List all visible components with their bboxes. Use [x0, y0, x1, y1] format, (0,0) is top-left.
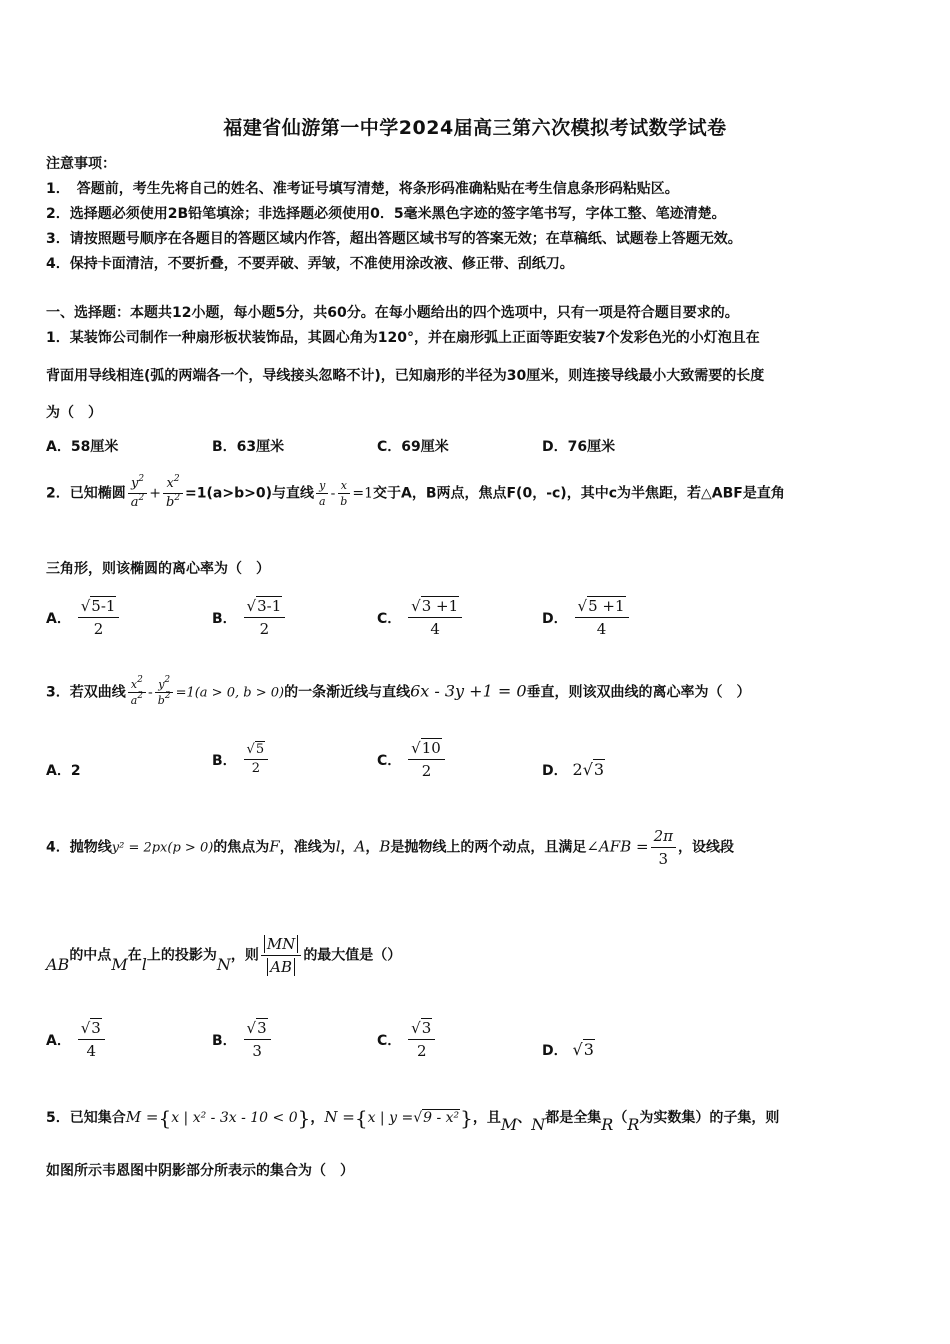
q4-text-8: 在 [127, 947, 142, 964]
q2-prefix: 2．已知椭圆 [46, 485, 126, 502]
q5-comma: ， [310, 1110, 325, 1126]
notice-item-2: 2．选择题必须使用2B铅笔填涂；非选择题必须使用0．5毫米黑色字迹的签字笔书写，字体工整、笔迹清楚。 [46, 206, 726, 222]
q4-line-1 [46, 826, 734, 869]
q2-option-d-num: 5 +1 [588, 597, 625, 615]
q2-option-a-num: 5-1 [91, 597, 116, 615]
q3-option-d-rad: 3 [593, 760, 605, 779]
q1-line-3: 为（ ） [46, 405, 102, 421]
q4-ratio-num: MN [264, 935, 298, 953]
q4-segment-ab: AB [46, 954, 70, 974]
q4-option-c[interactable] [377, 1018, 437, 1061]
q4-option-b-den: 3 [252, 1042, 262, 1060]
q2-option-c-frac: $\frac{√3 +1}{4}$ [408, 596, 462, 639]
q4-directrix-2: l [141, 954, 147, 974]
q4-option-a-den: 4 [86, 1042, 97, 1060]
q5-r: R [601, 1115, 614, 1134]
q4-parabola: y² = 2px(p > 0) [111, 840, 214, 856]
q5-m: M [500, 1115, 518, 1134]
q3-option-a-value: 2 [70, 763, 81, 779]
q5-n: N [531, 1115, 546, 1134]
line-term-y: $\frac{y}{a}$ [316, 479, 329, 508]
q4-angle: ∠AFB = [586, 837, 649, 856]
q5-text-5: 为实数集）的子集，则 [639, 1110, 780, 1126]
notice-heading: 注意事项： [46, 156, 116, 172]
q4-option-a-label: A． [46, 1032, 71, 1049]
q1-option-c[interactable]: C．69厘米 [377, 439, 449, 455]
q2-option-b-frac: $\frac{√3-1}{2}$ [244, 596, 286, 639]
q2-option-c[interactable] [377, 596, 464, 639]
q2-line-1: 2．已知椭圆 $\frac{y^2}{a^2}$ + $\frac{x^2}{b^2}$ =1(a>b>0)与直线 $\frac{y}{a}$ - $\frac{x}{b}$ =1交于A，B两点，焦点F(0，-c)，其中c为半焦距，若△ABF是直角 [46, 474, 785, 510]
q5-text-3: 都是全集 [545, 1110, 602, 1126]
q5-set-n-y: y = [389, 1110, 414, 1126]
q3-option-d-coef: 2 [572, 760, 583, 779]
q4-option-a[interactable] [46, 1018, 107, 1061]
q4-text-11: 的最大值是（） [303, 947, 402, 964]
q2-ellipse-condition: =1(a>b>0)与直线 [185, 485, 314, 502]
q2-option-b-den: 2 [259, 620, 270, 638]
q3-option-d[interactable]: D． 2√3 [542, 760, 605, 779]
q2-option-d-den: 4 [596, 620, 607, 638]
q4-option-b-frac: $\frac{√3}{3}$ [244, 1018, 271, 1061]
q3-option-c[interactable] [377, 738, 447, 781]
q4-option-b-label: B． [212, 1032, 237, 1049]
q2-option-d-frac: $\frac{√5 +1}{4}$ [575, 596, 629, 639]
hyperbola-term-y: $\frac{y^2}{b^2}$ [155, 678, 174, 707]
q1-option-d[interactable]: D．76厘米 [542, 439, 616, 455]
q2-option-a[interactable] [46, 596, 121, 639]
q4-text-9: 上的投影为 [146, 947, 217, 964]
q4-ratio-frac [261, 934, 301, 977]
hyperbola-term-x: $\frac{x^2}{a^2}$ [128, 678, 146, 707]
q4-option-c-num: 3 [421, 1019, 432, 1037]
q2-option-a-den: 2 [93, 620, 104, 638]
q4-focus: F [269, 837, 280, 856]
q4-point-b: B [379, 837, 391, 856]
q4-option-a-frac: $\frac{√3}{4}$ [78, 1018, 105, 1061]
section-heading: 一、选择题：本题共12小题，每小题5分，共60分。在每小题给出的四个选项中，只有一项是符合题目要求的。 [46, 305, 739, 321]
q2-option-b-label: B． [212, 610, 237, 627]
q4-option-d-rad: 3 [583, 1040, 594, 1059]
q4-text-7: 的中点 [69, 947, 112, 964]
q4-option-b-num: 3 [257, 1019, 267, 1037]
q1-option-a[interactable]: A．58厘米 [46, 439, 119, 455]
q3-option-b-num: 5 [255, 742, 265, 757]
q5-line-2: 如图所示韦恩图中阴影部分所表示的集合为（ ） [46, 1163, 354, 1179]
q1-line-1: 1．某装饰公司制作一种扇形板状装饰品，其圆心角为120°，并在扇形弧上正面等距安装7个发彩色光的小灯泡且在 [46, 330, 760, 346]
q3-condition: =1(a > 0, b > 0) [175, 685, 285, 701]
q4-option-d-label: D． [542, 1043, 568, 1059]
page-title: 福建省仙游第一中学2024届高三第六次模拟考试数学试卷 [223, 117, 727, 139]
q5-set-n-radicand: 9 - x² [423, 1110, 460, 1126]
ellipse-term-y: $\frac{y^2}{a^2}$ [128, 476, 148, 511]
q4-angle-frac [651, 826, 676, 869]
q3-line-1: 3．若双曲线 $\frac{x^2}{a^2}$ - $\frac{y^2}{b^2}$ =1(a > 0, b > 0)的一条渐近线与直线6x - 3y +1 = 0垂直，则该双曲线的离心率为（ ） [46, 675, 751, 707]
q4-angle-den: 3 [658, 850, 669, 868]
q2-line-text: 交于A，B两点，焦点F(0，-c)，其中c为半焦距，若△ABF是直角 [372, 485, 785, 502]
q4-option-d[interactable]: D． √3 [542, 1040, 594, 1059]
q4-option-c-den: 2 [416, 1042, 427, 1060]
q5-set-m-name: M = [125, 1108, 159, 1126]
q4-option-c-label: C． [377, 1032, 402, 1049]
q2-option-c-den: 4 [430, 620, 440, 638]
q5-text-4: （ [613, 1110, 628, 1126]
q2-option-b-num: 3-1 [257, 597, 282, 615]
q3-option-b-label: B． [212, 752, 237, 769]
q2-option-a-label: A． [46, 610, 71, 627]
q2-option-d-label: D． [542, 610, 568, 627]
q4-line-2 [46, 934, 401, 977]
q4-ratio-den: AB [267, 958, 295, 976]
q4-text-5: 是抛物线上的两个动点，且满足 [390, 839, 587, 856]
q3-option-c-den: 2 [421, 762, 432, 780]
q2-option-c-num: 3 +1 [421, 597, 459, 615]
q2-option-a-frac: $\frac{√5-1}{2}$ [78, 596, 120, 639]
q3-option-c-label: C． [377, 752, 402, 769]
q3-option-a-label: A． [46, 763, 71, 779]
q5-set-n-var: x [367, 1110, 376, 1126]
q3-prefix: 3．若双曲线 [46, 684, 126, 701]
q4-text-3: ， [340, 839, 355, 856]
q3-option-b[interactable] [212, 742, 270, 777]
q5-set-n-name: N = [324, 1108, 355, 1126]
q1-line-2: 背面用导线相连(弧的两端各一个，导线接头忽略不计)，已知扇形的半径为30厘米，则连接导线最小大致需要的长度 [46, 368, 765, 384]
q4-text-2: ，准线为 [279, 839, 336, 856]
q4-text-6: ，设线段 [677, 839, 734, 856]
q1-option-b[interactable]: B．63厘米 [212, 439, 285, 455]
q5-text-2: 、 [517, 1110, 532, 1126]
q3-mid: 的一条渐近线与直线 [284, 684, 411, 701]
q4-projection-n: N [216, 954, 231, 974]
ellipse-term-x: $\frac{x^2}{b^2}$ [163, 476, 183, 511]
q4-text-4: ， [365, 839, 380, 856]
notice-item-3: 3．请按照题号顺序在各题目的答题区域内作答，超出答题区域书写的答案无效；在草稿纸、试题卷上答题无效。 [46, 231, 742, 247]
q4-text-1: 的焦点为 [213, 839, 270, 856]
q2-option-d[interactable] [542, 596, 631, 639]
q4-option-c-frac: $\frac{√3}{2}$ [408, 1018, 435, 1061]
q4-angle-num: 2π [651, 826, 676, 848]
q3-option-c-num: 10 [421, 739, 441, 757]
q2-option-b[interactable] [212, 596, 287, 639]
q3-suffix: 垂直，则该双曲线的离心率为（ ） [526, 684, 751, 701]
q3-option-b-frac: $\frac{√5}{2}$ [244, 742, 269, 777]
q3-option-d-label: D． [542, 763, 568, 779]
q2-option-c-label: C． [377, 610, 402, 627]
line-term-x: $\frac{x}{b}$ [337, 479, 350, 508]
q4-midpoint-m: M [111, 954, 128, 974]
q5-set-m-body: x | x² - 3x - 10 < 0 [171, 1110, 298, 1126]
q4-point-a: A [354, 837, 366, 856]
q5-prefix: 5．已知集合 [46, 1110, 126, 1126]
q3-option-c-frac: $\frac{√10}{2}$ [408, 738, 445, 781]
q3-option-a[interactable] [46, 760, 81, 780]
notice-item-4: 4．保持卡面清洁，不要折叠，不要弄破、弄皱，不准使用涂改液、修正带、刮纸刀。 [46, 256, 574, 272]
q2-line-2: 三角形，则该椭圆的离心率为（ ） [46, 561, 270, 577]
q5-line-1: 5．已知集合M ={x | x² - 3x - 10 < 0}，N ={x | y =√9 - x²}，且M、N都是全集R（R为实数集）的子集，则 [46, 1106, 780, 1134]
q4-option-b[interactable] [212, 1018, 273, 1061]
q5-text-1: ，且 [472, 1110, 501, 1126]
q5-r-2: R [627, 1115, 640, 1134]
q4-prefix: 4．抛物线 [46, 839, 112, 856]
q3-line-equation: 6x - 3y +1 = 0 [410, 681, 527, 701]
q4-text-10: ，则 [230, 947, 259, 964]
q3-option-b-den: 2 [251, 761, 260, 776]
q4-directrix: l [335, 837, 341, 856]
q4-option-a-num: 3 [91, 1019, 101, 1037]
notice-item-1: 1． 答题前，考生先将自己的姓名、准考证号填写清楚，将条形码准确粘贴在考生信息条形码粘贴区。 [46, 181, 679, 197]
